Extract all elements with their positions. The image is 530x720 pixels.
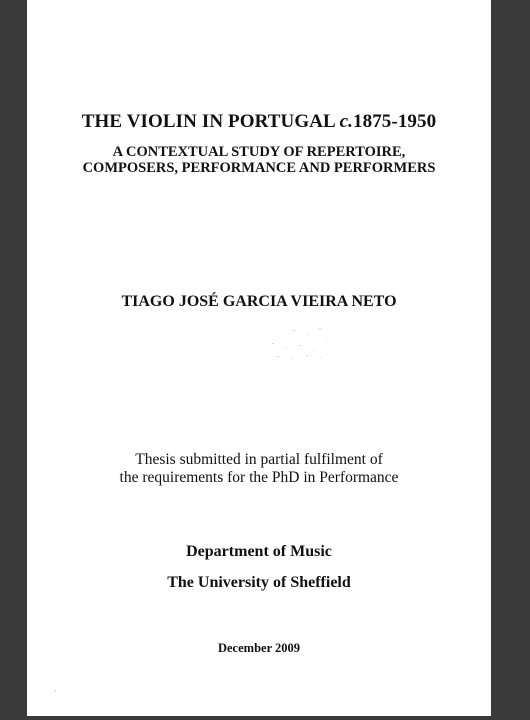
author-name: TIAGO JOSÉ GARCIA VIEIRA NETO — [121, 293, 397, 310]
subtitle-line-2: COMPOSERS, PERFORMANCE AND PERFORMERS — [82, 160, 436, 176]
title-years: 1875-1950 — [353, 111, 437, 132]
department: Department of Music — [186, 543, 332, 560]
submission-date: December 2009 — [217, 641, 301, 655]
thesis-statement-line-1: Thesis submitted in partial fulfilment of — [135, 451, 383, 468]
university: The University of Sheffield — [167, 574, 351, 591]
document-page — [27, 0, 491, 716]
title-circa: c. — [339, 111, 353, 132]
subtitle-line-1: A CONTEXTUAL STUDY OF REPERTOIRE, — [112, 144, 406, 160]
thesis-title — [27, 111, 491, 133]
title-main: THE VIOLIN IN PORTUGAL — [81, 111, 340, 132]
thesis-statement-line-2: the requirements for the PhD in Performance — [119, 469, 399, 486]
